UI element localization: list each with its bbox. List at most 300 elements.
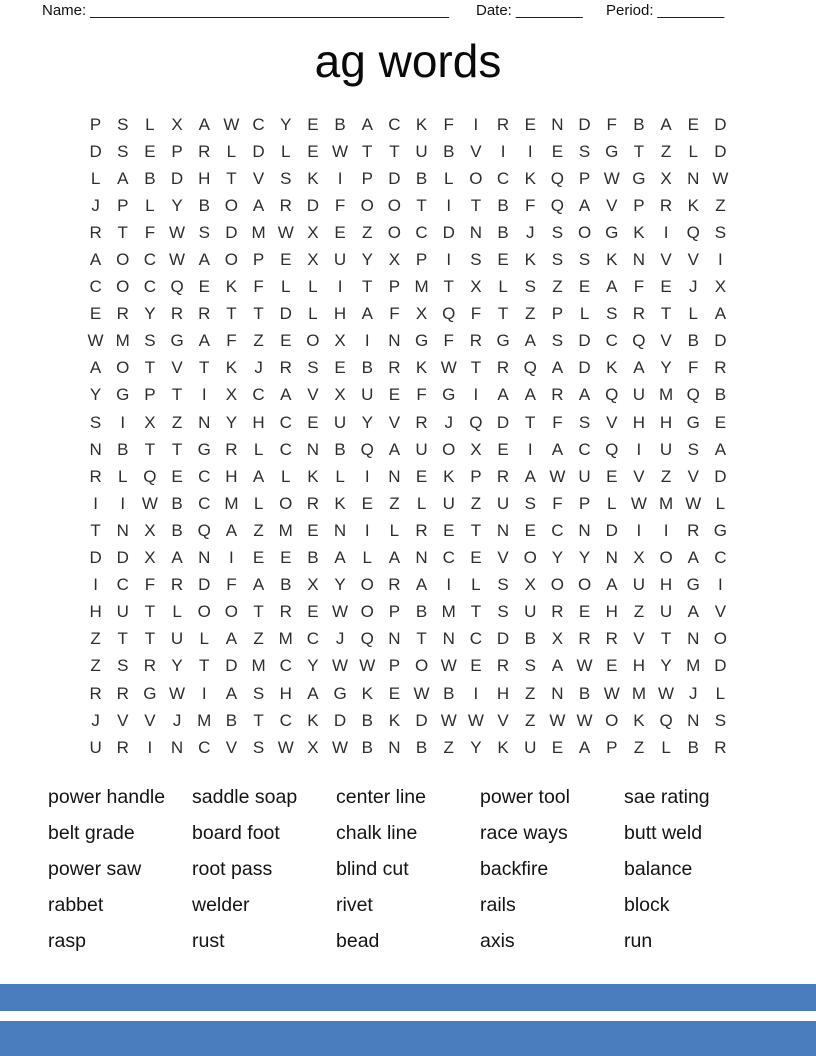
grid-letter: E: [606, 466, 618, 486]
grid-letter: X: [714, 277, 727, 297]
grid-letter: D: [333, 710, 347, 730]
grid-letter: Z: [715, 195, 726, 215]
grid-letter: W: [630, 493, 647, 513]
grid-letter: R: [116, 304, 129, 324]
grid-letter: W: [223, 114, 240, 134]
grid-letter: G: [605, 222, 619, 242]
grid-letter: L: [281, 466, 291, 486]
grid-letter: O: [224, 195, 239, 215]
grid-letter: O: [442, 439, 456, 459]
grid-letter: V: [687, 466, 699, 486]
word-column: [480, 779, 624, 959]
grid-letter: L: [444, 168, 454, 188]
grid-letter: K: [361, 683, 373, 703]
grid-letter: L: [661, 737, 671, 757]
grid-letter: A: [660, 114, 672, 134]
grid-letter: R: [551, 385, 564, 405]
grid-letter: W: [440, 358, 457, 378]
grid-letter: C: [198, 737, 211, 757]
grid-letter: K: [307, 710, 319, 730]
grid-letter: T: [416, 195, 427, 215]
grid-letter: Z: [90, 656, 101, 676]
grid-letter: B: [687, 737, 699, 757]
grid-letter: T: [199, 358, 210, 378]
grid-letter: B: [171, 520, 183, 540]
grid-letter: X: [171, 114, 183, 134]
grid-letter: L: [145, 195, 155, 215]
grid-letter: T: [389, 141, 400, 161]
grid-letter: C: [605, 331, 618, 351]
grid-letter: A: [89, 250, 102, 270]
grid-letter: Q: [469, 412, 483, 432]
grid-letter: X: [524, 575, 536, 595]
grid-letter: A: [551, 656, 564, 676]
grid-letter: L: [389, 520, 400, 540]
grid-letter: F: [226, 575, 237, 595]
grid-letter: M: [278, 629, 293, 649]
grid-letter: D: [89, 548, 102, 568]
grid-letter: W: [658, 683, 675, 703]
grid-letter: I: [93, 493, 98, 513]
grid-letter: J: [335, 629, 345, 649]
grid-letter: K: [497, 737, 509, 757]
grid-letter: Z: [171, 412, 183, 432]
word-list: [48, 779, 768, 959]
grid-letter: H: [605, 602, 618, 622]
grid-letter: X: [470, 277, 482, 297]
grid-letter: I: [473, 683, 479, 703]
grid-letter: T: [525, 412, 536, 432]
grid-letter: X: [415, 304, 428, 324]
grid-letter: I: [446, 575, 452, 595]
grid-letter: U: [333, 250, 347, 270]
grid-letter: G: [116, 385, 130, 405]
grid-letter: Q: [686, 222, 700, 242]
grid-letter: W: [332, 737, 349, 757]
grid-letter: W: [277, 222, 294, 242]
grid-letter: N: [469, 222, 483, 242]
grid-letter: J: [172, 710, 182, 730]
grid-letter: S: [252, 737, 265, 757]
grid-letter: E: [89, 304, 102, 324]
grid-letter: I: [718, 250, 723, 270]
grid-letter: R: [89, 683, 102, 703]
grid-letter: T: [199, 656, 210, 676]
grid-letter: N: [388, 629, 401, 649]
word-item: power saw: [48, 858, 142, 880]
grid-letter: R: [170, 304, 184, 324]
grid-letter: O: [713, 629, 728, 649]
grid-letter: T: [144, 358, 156, 378]
grid-letter: D: [388, 168, 401, 188]
grid-letter: P: [171, 141, 183, 161]
grid-letter: N: [198, 412, 211, 432]
grid-letter: V: [307, 385, 319, 405]
grid-letter: W: [603, 683, 620, 703]
word-item: rivet: [336, 894, 373, 916]
grid-letter: P: [388, 277, 401, 297]
grid-letter: X: [551, 629, 564, 649]
grid-letter: W: [169, 222, 186, 242]
grid-letter: K: [225, 277, 238, 297]
grid-letter: C: [442, 548, 455, 568]
grid-letter: Z: [253, 629, 264, 649]
grid-letter: A: [687, 548, 699, 568]
grid-letter: A: [252, 575, 265, 595]
grid-letter: S: [497, 602, 509, 622]
grid-letter: F: [552, 493, 563, 513]
word-item: race ways: [480, 822, 568, 844]
grid-letter: K: [388, 710, 401, 730]
grid-letter: Z: [552, 277, 563, 297]
grid-letter: B: [171, 493, 183, 513]
grid-letter: L: [172, 602, 182, 622]
grid-letter: X: [660, 168, 672, 188]
grid-letter: C: [496, 168, 510, 188]
grid-letter: V: [633, 629, 645, 649]
grid-letter: Z: [443, 737, 454, 757]
grid-letter: E: [388, 683, 401, 703]
grid-letter: T: [470, 602, 482, 622]
grid-letter: I: [473, 114, 479, 134]
grid-letter: R: [388, 575, 401, 595]
grid-letter: P: [633, 195, 645, 215]
grid-letter: B: [443, 141, 455, 161]
grid-letter: B: [225, 710, 238, 730]
grid-letter: I: [663, 222, 669, 242]
grid-letter: K: [307, 168, 319, 188]
grid-letter: D: [198, 575, 211, 595]
grid-letter: I: [147, 737, 153, 757]
grid-letter: Z: [253, 520, 264, 540]
grid-letter: B: [714, 385, 727, 405]
grid-letter: P: [551, 304, 564, 324]
grid-letter: M: [414, 277, 429, 297]
grid-letter: R: [687, 520, 700, 540]
grid-letter: W: [467, 710, 484, 730]
grid-letter: T: [226, 168, 237, 188]
grid-letter: E: [280, 250, 292, 270]
grid-letter: T: [226, 304, 237, 324]
grid-letter: Y: [361, 250, 373, 270]
grid-letter: Q: [659, 710, 673, 730]
grid-letter: W: [549, 466, 566, 486]
grid-letter: S: [117, 656, 129, 676]
grid-letter: E: [144, 141, 156, 161]
grid-letter: S: [524, 493, 536, 513]
word-item: saddle soap: [192, 786, 298, 808]
word-item: butt weld: [624, 822, 703, 844]
grid-letter: T: [253, 710, 264, 730]
grid-letter: Z: [660, 466, 672, 486]
grid-letter: G: [414, 331, 429, 351]
grid-letter: A: [252, 466, 265, 486]
grid-letter: A: [551, 358, 564, 378]
grid-letter: O: [360, 575, 374, 595]
grid-letter: F: [443, 114, 454, 134]
grid-letter: K: [415, 114, 428, 134]
grid-letter: F: [470, 304, 482, 324]
grid-letter: N: [170, 737, 184, 757]
grid-letter: P: [388, 656, 401, 676]
grid-letter: I: [120, 493, 126, 513]
grid-letter: I: [337, 168, 343, 188]
grid-letter: R: [225, 439, 238, 459]
grid-letter: R: [116, 737, 129, 757]
grid-letter: I: [364, 331, 370, 351]
grid-letter: E: [334, 222, 346, 242]
grid-letter: E: [334, 358, 346, 378]
grid-letter: C: [279, 439, 292, 459]
grid-letter: U: [632, 385, 646, 405]
period-label: Period:: [606, 2, 654, 19]
grid-letter: I: [500, 141, 506, 161]
grid-letter: R: [605, 629, 618, 649]
grid-letter: O: [659, 548, 673, 568]
grid-letter: A: [361, 114, 373, 134]
grid-letter: B: [497, 195, 509, 215]
grid-letter: E: [252, 548, 265, 568]
grid-letter: A: [415, 575, 428, 595]
grid-letter: A: [714, 304, 727, 324]
word-item: block: [624, 894, 670, 916]
grid-letter: I: [636, 520, 642, 540]
grid-letter: W: [332, 602, 349, 622]
name-blank-line: ___________________________________________: [90, 2, 449, 19]
grid-letter: V: [497, 548, 509, 568]
grid-letter: Y: [361, 412, 373, 432]
grid-letter: Z: [90, 629, 101, 649]
grid-letter: M: [251, 222, 266, 242]
grid-letter: V: [171, 358, 183, 378]
grid-letter: O: [387, 195, 402, 215]
grid-letter: J: [91, 710, 100, 730]
grid-letter: D: [442, 222, 455, 242]
grid-letter: L: [199, 629, 209, 649]
grid-letter: A: [198, 331, 210, 351]
grid-letter: N: [388, 466, 401, 486]
grid-letter: D: [116, 548, 129, 568]
grid-letter: S: [551, 331, 564, 351]
grid-letter: M: [658, 493, 674, 513]
grid-letter: A: [524, 331, 536, 351]
grid-letter: B: [117, 439, 129, 459]
grid-letter: Z: [253, 331, 264, 351]
grid-letter: W: [413, 683, 430, 703]
grid-letter: I: [446, 250, 452, 270]
grid-letter: C: [252, 385, 265, 405]
grid-letter: T: [443, 277, 454, 297]
grid-letter: S: [497, 575, 509, 595]
grid-letter: E: [687, 114, 699, 134]
grid-letter: L: [253, 493, 264, 513]
grid-letter: E: [497, 439, 509, 459]
grid-letter: H: [333, 304, 347, 324]
grid-letter: L: [308, 304, 318, 324]
word-column: [624, 779, 768, 959]
grid-letter: N: [198, 548, 211, 568]
grid-letter: A: [361, 304, 373, 324]
grid-letter: Q: [170, 277, 184, 297]
grid-letter: T: [171, 439, 183, 459]
grid-letter: O: [387, 222, 402, 242]
grid-letter: S: [551, 250, 564, 270]
grid-letter: S: [714, 222, 727, 242]
grid-letter: Z: [470, 493, 482, 513]
grid-letter: T: [470, 520, 482, 540]
grid-letter: Y: [660, 358, 672, 378]
grid-letter: S: [524, 277, 536, 297]
grid-letter: A: [225, 520, 238, 540]
grid-letter: A: [307, 683, 319, 703]
grid-letter: F: [443, 331, 454, 351]
grid-letter: B: [415, 737, 428, 757]
grid-letter: O: [550, 575, 565, 595]
grid-letter: B: [361, 737, 373, 757]
grid-letter: L: [715, 683, 726, 703]
grid-letter: E: [660, 277, 672, 297]
name-field: [42, 2, 449, 19]
grid-letter: R: [388, 358, 401, 378]
grid-letter: E: [470, 548, 482, 568]
grid-letter: B: [307, 548, 319, 568]
grid-letter: T: [362, 141, 373, 161]
grid-letter: P: [388, 602, 401, 622]
word-item: sae rating: [624, 786, 710, 808]
grid-letter: J: [525, 222, 535, 242]
grid-letter: H: [89, 602, 102, 622]
grid-letter: S: [280, 168, 292, 188]
grid-letter: G: [496, 331, 510, 351]
grid-letter: V: [633, 466, 645, 486]
grid-letter: I: [636, 439, 642, 459]
grid-letter: D: [252, 141, 265, 161]
period-blank-line: ________: [657, 2, 725, 19]
grid-letter: P: [415, 250, 428, 270]
grid-letter: E: [307, 141, 319, 161]
grid-letter: L: [607, 493, 617, 513]
grid-letter: N: [442, 629, 455, 649]
grid-letter: C: [469, 629, 483, 649]
grid-letter: F: [334, 195, 346, 215]
grid-letter: P: [606, 737, 618, 757]
grid-letter: Y: [578, 548, 591, 568]
grid-letter: U: [442, 493, 455, 513]
grid-letter: U: [578, 466, 591, 486]
grid-letter: F: [416, 385, 427, 405]
grid-letter: O: [577, 222, 592, 242]
grid-letter: W: [169, 683, 186, 703]
grid-letter: B: [443, 683, 455, 703]
grid-letter: S: [198, 222, 210, 242]
grid-letter: S: [117, 141, 129, 161]
grid-letter: M: [631, 683, 646, 703]
grid-letter: H: [252, 412, 265, 432]
grid-letter: L: [416, 493, 427, 513]
grid-letter: Z: [525, 683, 536, 703]
grid-letter: N: [551, 114, 564, 134]
grid-letter: P: [578, 493, 591, 513]
grid-letter: W: [87, 331, 104, 351]
grid-letter: Q: [197, 520, 211, 540]
grid-letter: H: [659, 575, 673, 595]
word-item: run: [624, 930, 653, 952]
grid-letter: L: [253, 439, 264, 459]
grid-letter: E: [307, 520, 319, 540]
grid-letter: S: [470, 250, 482, 270]
word-item: welder: [192, 894, 250, 916]
grid-letter: V: [144, 710, 156, 730]
grid-letter: R: [551, 602, 564, 622]
grid-letter: O: [577, 575, 592, 595]
grid-letter: X: [144, 520, 156, 540]
grid-letter: T: [470, 195, 482, 215]
grid-letter: D: [225, 656, 238, 676]
grid-letter: K: [443, 466, 455, 486]
grid-letter: W: [359, 656, 376, 676]
grid-letter: W: [576, 710, 593, 730]
grid-letter: F: [144, 575, 156, 595]
grid-letter: N: [333, 520, 347, 540]
grid-letter: X: [307, 737, 319, 757]
grid-letter: G: [170, 331, 184, 351]
grid-letter: A: [606, 575, 618, 595]
grid-letter: A: [89, 358, 102, 378]
grid-letter: S: [524, 656, 536, 676]
grid-letter: S: [578, 141, 591, 161]
grid-letter: V: [252, 168, 265, 188]
word-column: [336, 779, 480, 959]
grid-letter: H: [632, 656, 646, 676]
grid-letter: M: [115, 331, 130, 351]
grid-letter: R: [279, 602, 292, 622]
word-item: balance: [624, 858, 693, 880]
grid-letter: E: [415, 466, 428, 486]
grid-letter: Q: [605, 439, 619, 459]
grid-letter: K: [524, 168, 536, 188]
grid-letter: R: [496, 358, 510, 378]
grid-letter: R: [279, 195, 292, 215]
word-item: board foot: [192, 822, 280, 844]
grid-letter: D: [714, 656, 727, 676]
grid-letter: W: [440, 656, 457, 676]
grid-letter: N: [116, 520, 129, 540]
grid-letter: R: [632, 304, 646, 324]
grid-letter: Q: [143, 466, 157, 486]
grid-letter: E: [198, 277, 210, 297]
grid-letter: Z: [525, 710, 536, 730]
grid-letter: Y: [89, 385, 102, 405]
grid-letter: C: [143, 277, 157, 297]
grid-letter: F: [606, 114, 617, 134]
grid-letter: C: [551, 520, 564, 540]
grid-letter: F: [552, 412, 563, 432]
grid-letter: V: [714, 602, 727, 622]
grid-letter: B: [497, 222, 509, 242]
date-field: [476, 2, 583, 19]
grid-letter: R: [415, 520, 428, 540]
grid-letter: N: [388, 331, 401, 351]
grid-letter: R: [578, 629, 591, 649]
grid-letter: W: [277, 737, 294, 757]
grid-letter: N: [306, 439, 320, 459]
grid-letter: O: [306, 331, 320, 351]
word-item: rasp: [48, 930, 86, 952]
grid-letter: R: [469, 331, 483, 351]
period-field: [606, 2, 724, 19]
grid-letter: B: [415, 602, 428, 622]
word-column: [192, 779, 336, 959]
